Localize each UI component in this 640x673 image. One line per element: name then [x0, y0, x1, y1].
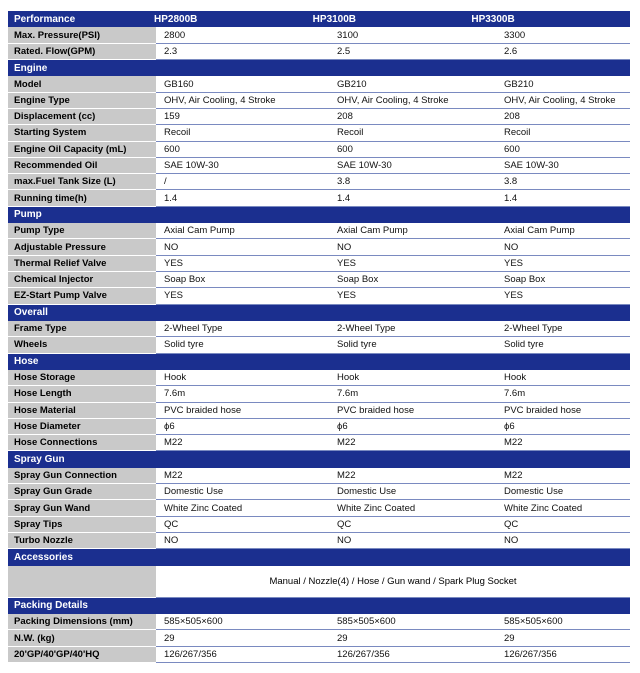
spec-value: 208 [329, 109, 496, 125]
section-header [8, 354, 630, 370]
spec-value: YES [329, 288, 496, 304]
spec-row [8, 337, 630, 353]
spec-value: ϕ6 [496, 419, 630, 435]
spec-row [8, 419, 630, 435]
model-name: HP3300B [471, 13, 515, 25]
spec-value: YES [496, 288, 630, 304]
spec-row [8, 93, 630, 109]
spec-value: SAE 10W-30 [496, 158, 630, 174]
spec-label: Spray Gun Connection [8, 468, 156, 484]
spec-row [8, 239, 630, 255]
spec-label: Chemical Injector [8, 272, 156, 288]
spec-label: Displacement (cc) [8, 109, 156, 125]
spec-label: Hose Material [8, 403, 156, 419]
spec-row [8, 630, 630, 646]
spec-value: White Zinc Coated [156, 500, 329, 516]
spec-row [8, 435, 630, 451]
spec-value: 2-Wheel Type [496, 321, 630, 337]
spec-value: 600 [156, 142, 329, 158]
section-title: Engine [14, 62, 48, 74]
spec-value: NO [329, 239, 496, 255]
spec-label: Max. Pressure(PSI) [8, 27, 156, 43]
spec-value: NO [496, 533, 630, 549]
spec-value: White Zinc Coated [496, 500, 630, 516]
spec-value: SAE 10W-30 [329, 158, 496, 174]
spec-value: Recoil [156, 125, 329, 141]
spec-value: NO [156, 533, 329, 549]
spec-value: Domestic Use [496, 484, 630, 500]
spec-value: 600 [496, 142, 630, 158]
spec-label: Engine Oil Capacity (mL) [8, 142, 156, 158]
section-title: Packing Details [14, 600, 88, 612]
spec-value: PVC braided hose [496, 403, 630, 419]
spec-value: 126/267/356 [156, 647, 329, 663]
spec-value: YES [156, 256, 329, 272]
spec-label: Spray Tips [8, 517, 156, 533]
spec-label: Hose Length [8, 386, 156, 402]
spec-value: Hook [156, 370, 329, 386]
spec-value: OHV, Air Cooling, 4 Stroke [156, 93, 329, 109]
accessories-row [8, 566, 630, 598]
spec-value: Axial Cam Pump [329, 223, 496, 239]
spec-label: N.W. (kg) [8, 630, 156, 646]
section-header [8, 60, 630, 76]
spec-value: Solid tyre [329, 337, 496, 353]
spec-value: GB210 [329, 76, 496, 92]
spec-value: Soap Box [156, 272, 329, 288]
section-header [8, 207, 630, 223]
spec-label: Hose Diameter [8, 419, 156, 435]
section-title: Overall [14, 307, 48, 319]
spec-value: 3.8 [496, 174, 630, 190]
spec-row [8, 158, 630, 174]
spec-label: EZ-Start Pump Valve [8, 288, 156, 304]
spec-value: ϕ6 [329, 419, 496, 435]
spec-value: White Zinc Coated [329, 500, 496, 516]
spec-label: Adjustable Pressure [8, 239, 156, 255]
spec-label: Thermal Relief Valve [8, 256, 156, 272]
section-header [8, 11, 630, 27]
section-title: Performance [14, 13, 76, 25]
spec-value: 2-Wheel Type [329, 321, 496, 337]
spec-value: 126/267/356 [496, 647, 630, 663]
spec-value: Soap Box [329, 272, 496, 288]
spec-value: OHV, Air Cooling, 4 Stroke [329, 93, 496, 109]
spec-row [8, 27, 630, 43]
spec-value: QC [496, 517, 630, 533]
accessories-label-cell [8, 566, 156, 598]
spec-value: 126/267/356 [329, 647, 496, 663]
spec-value: 159 [156, 109, 329, 125]
spec-value: Axial Cam Pump [496, 223, 630, 239]
spec-row [8, 109, 630, 125]
spec-value: 585×505×600 [156, 614, 329, 630]
spec-value: Recoil [329, 125, 496, 141]
spec-row [8, 468, 630, 484]
spec-label: Frame Type [8, 321, 156, 337]
spec-value: M22 [496, 468, 630, 484]
spec-label: Wheels [8, 337, 156, 353]
spec-label: Model [8, 76, 156, 92]
spec-label: Recommended Oil [8, 158, 156, 174]
spec-value: 29 [329, 630, 496, 646]
section-header [8, 451, 630, 467]
spec-value: / [156, 174, 329, 190]
spec-label: Starting System [8, 125, 156, 141]
spec-value: 585×505×600 [496, 614, 630, 630]
section-title: Pump [14, 209, 42, 221]
section-title: Accessories [14, 552, 73, 564]
spec-value: 585×505×600 [329, 614, 496, 630]
spec-value: QC [329, 517, 496, 533]
spec-label: Spray Gun Wand [8, 500, 156, 516]
spec-label: Running time(h) [8, 190, 156, 206]
spec-row [8, 647, 630, 663]
spec-label: Turbo Nozzle [8, 533, 156, 549]
spec-value: 2800 [156, 27, 329, 43]
spec-value: OHV, Air Cooling, 4 Stroke [496, 93, 630, 109]
spec-row [8, 288, 630, 304]
model-name: HP3100B [312, 13, 357, 25]
spec-value: SAE 10W-30 [156, 158, 329, 174]
spec-row [8, 484, 630, 500]
spec-value: 3300 [496, 27, 630, 43]
spec-label: Spray Gun Grade [8, 484, 156, 500]
model-name: HP2800B [154, 13, 198, 25]
spec-value: Solid tyre [496, 337, 630, 353]
spec-label: Engine Type [8, 93, 156, 109]
spec-value: 1.4 [329, 190, 496, 206]
spec-row [8, 321, 630, 337]
spec-row [8, 272, 630, 288]
spec-value: 29 [496, 630, 630, 646]
spec-value: Hook [329, 370, 496, 386]
section-header [8, 305, 630, 321]
spec-value: Recoil [496, 125, 630, 141]
spec-value: QC [156, 517, 329, 533]
section-header [8, 598, 630, 614]
spec-label: Pump Type [8, 223, 156, 239]
spec-value: YES [496, 256, 630, 272]
spec-value: M22 [496, 435, 630, 451]
spec-value: 1.4 [156, 190, 329, 206]
spec-label: Hose Connections [8, 435, 156, 451]
spec-row [8, 370, 630, 386]
spec-label: max.Fuel Tank Size (L) [8, 174, 156, 190]
spec-value: 1.4 [496, 190, 630, 206]
section-header [8, 549, 630, 565]
spec-value: 2-Wheel Type [156, 321, 329, 337]
spec-label: 20'GP/40'GP/40'HQ [8, 647, 156, 663]
spec-value: Soap Box [496, 272, 630, 288]
spec-value: PVC braided hose [329, 403, 496, 419]
spec-row [8, 76, 630, 92]
spec-value: ϕ6 [156, 419, 329, 435]
spec-value: 3.8 [329, 174, 496, 190]
spec-value: 208 [496, 109, 630, 125]
spec-row [8, 142, 630, 158]
spec-value: 7.6m [329, 386, 496, 402]
spec-value: 2.3 [156, 44, 329, 60]
section-title: Spray Gun [14, 454, 65, 466]
spec-value: 600 [329, 142, 496, 158]
spec-label: Hose Storage [8, 370, 156, 386]
spec-label: Packing Dimensions (mm) [8, 614, 156, 630]
spec-value: M22 [156, 468, 329, 484]
spec-value: YES [329, 256, 496, 272]
spec-value: M22 [329, 435, 496, 451]
spec-row [8, 190, 630, 206]
spec-value: Domestic Use [329, 484, 496, 500]
spec-value: GB210 [496, 76, 630, 92]
spec-row [8, 125, 630, 141]
spec-row [8, 44, 630, 60]
spec-row [8, 174, 630, 190]
spec-row [8, 500, 630, 516]
spec-row [8, 223, 630, 239]
spec-value: M22 [156, 435, 329, 451]
spec-value: 7.6m [156, 386, 329, 402]
section-title: Hose [14, 356, 39, 368]
spec-value: GB160 [156, 76, 329, 92]
spec-value: NO [496, 239, 630, 255]
spec-value: 29 [156, 630, 329, 646]
spec-value: Solid tyre [156, 337, 329, 353]
accessories-value: Manual / Nozzle(4) / Hose / Gun wand / Spark Plug Socket [156, 566, 630, 598]
spec-value: Domestic Use [156, 484, 329, 500]
spec-table [8, 11, 630, 663]
spec-row [8, 517, 630, 533]
spec-label: Rated. Flow(GPM) [8, 44, 156, 60]
spec-value: YES [156, 288, 329, 304]
spec-value: NO [329, 533, 496, 549]
spec-row [8, 256, 630, 272]
spec-value: Hook [496, 370, 630, 386]
spec-value: 2.5 [329, 44, 496, 60]
spec-value: 3100 [329, 27, 496, 43]
spec-value: PVC braided hose [156, 403, 329, 419]
spec-value: NO [156, 239, 329, 255]
spec-row [8, 614, 630, 630]
spec-row [8, 386, 630, 402]
spec-row [8, 533, 630, 549]
spec-value: M22 [329, 468, 496, 484]
spec-row [8, 403, 630, 419]
spec-value: Axial Cam Pump [156, 223, 329, 239]
spec-value: 2.6 [496, 44, 630, 60]
spec-value: 7.6m [496, 386, 630, 402]
